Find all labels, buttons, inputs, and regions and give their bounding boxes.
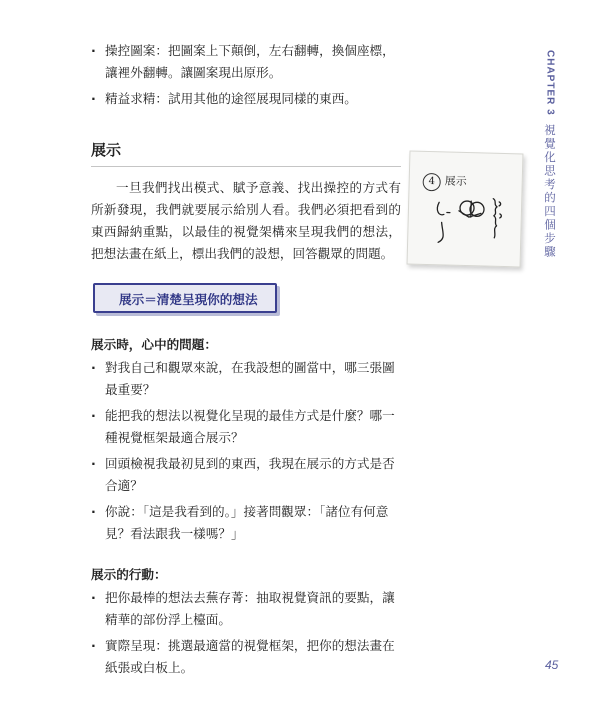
note-label: 展示 [444, 174, 467, 189]
main-column [91, 40, 401, 683]
bullet-dot: · [91, 408, 96, 423]
questions-list [91, 357, 401, 545]
bullet-text: 能把我的想法以視覺化呈現的最佳方式是什麼？哪一種視覺框架最適合展示？ [105, 408, 395, 445]
list-item [91, 405, 401, 449]
chapter-sidebar [540, 50, 560, 259]
list-item [91, 587, 401, 631]
list-item [91, 501, 401, 545]
bullet-text: 操控圖案：把圖案上下顛倒，左右翻轉，換個座標，讓裡外翻轉。讓圖案現出原形。 [105, 43, 395, 80]
section-paragraph: 一旦我們找出模式、賦予意義、找出操控的方式有所新發現，我們就要展示給別人看。我們必須把看到的東西歸納重點，以最佳的視覺架構來呈現我們的想法，把想法畫在紙上，標出我們的設想，回答觀眾的問題。 [91, 180, 401, 261]
list-item [91, 40, 401, 84]
bullet-text: 把你最棒的想法去蕪存菁：抽取視覺資訊的要點，讓精華的部份浮上檯面。 [105, 590, 395, 627]
questions-heading: 展示時，心中的問題： [91, 337, 217, 352]
chapter-title: 視覺化思考的四個步驟 [543, 123, 557, 259]
list-item [91, 357, 401, 401]
section-title: 展示 [91, 141, 122, 159]
list-item [91, 635, 401, 679]
list-item [91, 453, 401, 497]
actions-list [91, 587, 401, 679]
bullet-dot: · [91, 504, 96, 519]
bullet-dot: · [91, 590, 96, 605]
sticky-note-illustration [407, 151, 524, 268]
list-item [91, 88, 401, 110]
face-sketch-icon [408, 152, 523, 267]
bullet-dot: · [91, 456, 96, 471]
callout-box [93, 283, 277, 313]
bullet-text: 你說：「這是我看到的。」接著問觀眾：「諸位有何意見？看法跟我一樣嗎？」 [105, 504, 389, 541]
page-number: 45 [545, 658, 559, 672]
bullet-dot: · [91, 638, 96, 653]
chapter-label: CHAPTER 3 [544, 50, 556, 116]
bullet-text: 實際呈現：挑選最適當的視覺框架，把你的想法畫在紙張或白板上。 [105, 638, 395, 675]
bullet-text: 回頭檢視我最初見到的東西，我現在展示的方式是否合適？ [105, 456, 395, 493]
step-number-circle: 4 [422, 173, 440, 191]
bullet-dot: · [91, 91, 96, 106]
actions-heading: 展示的行動： [91, 567, 167, 582]
bullet-dot: · [91, 43, 96, 58]
bullet-text: 精益求精：試用其他的途徑展現同樣的東西。 [105, 91, 357, 106]
bullet-dot: · [91, 360, 96, 375]
section-divider [91, 166, 401, 167]
callout-text: 展示＝清楚呈現你的想法 [119, 292, 258, 307]
top-bullet-list [91, 40, 401, 110]
bullet-text: 對我自己和觀眾來說，在我設想的圖當中，哪三張圖最重要？ [105, 360, 395, 397]
